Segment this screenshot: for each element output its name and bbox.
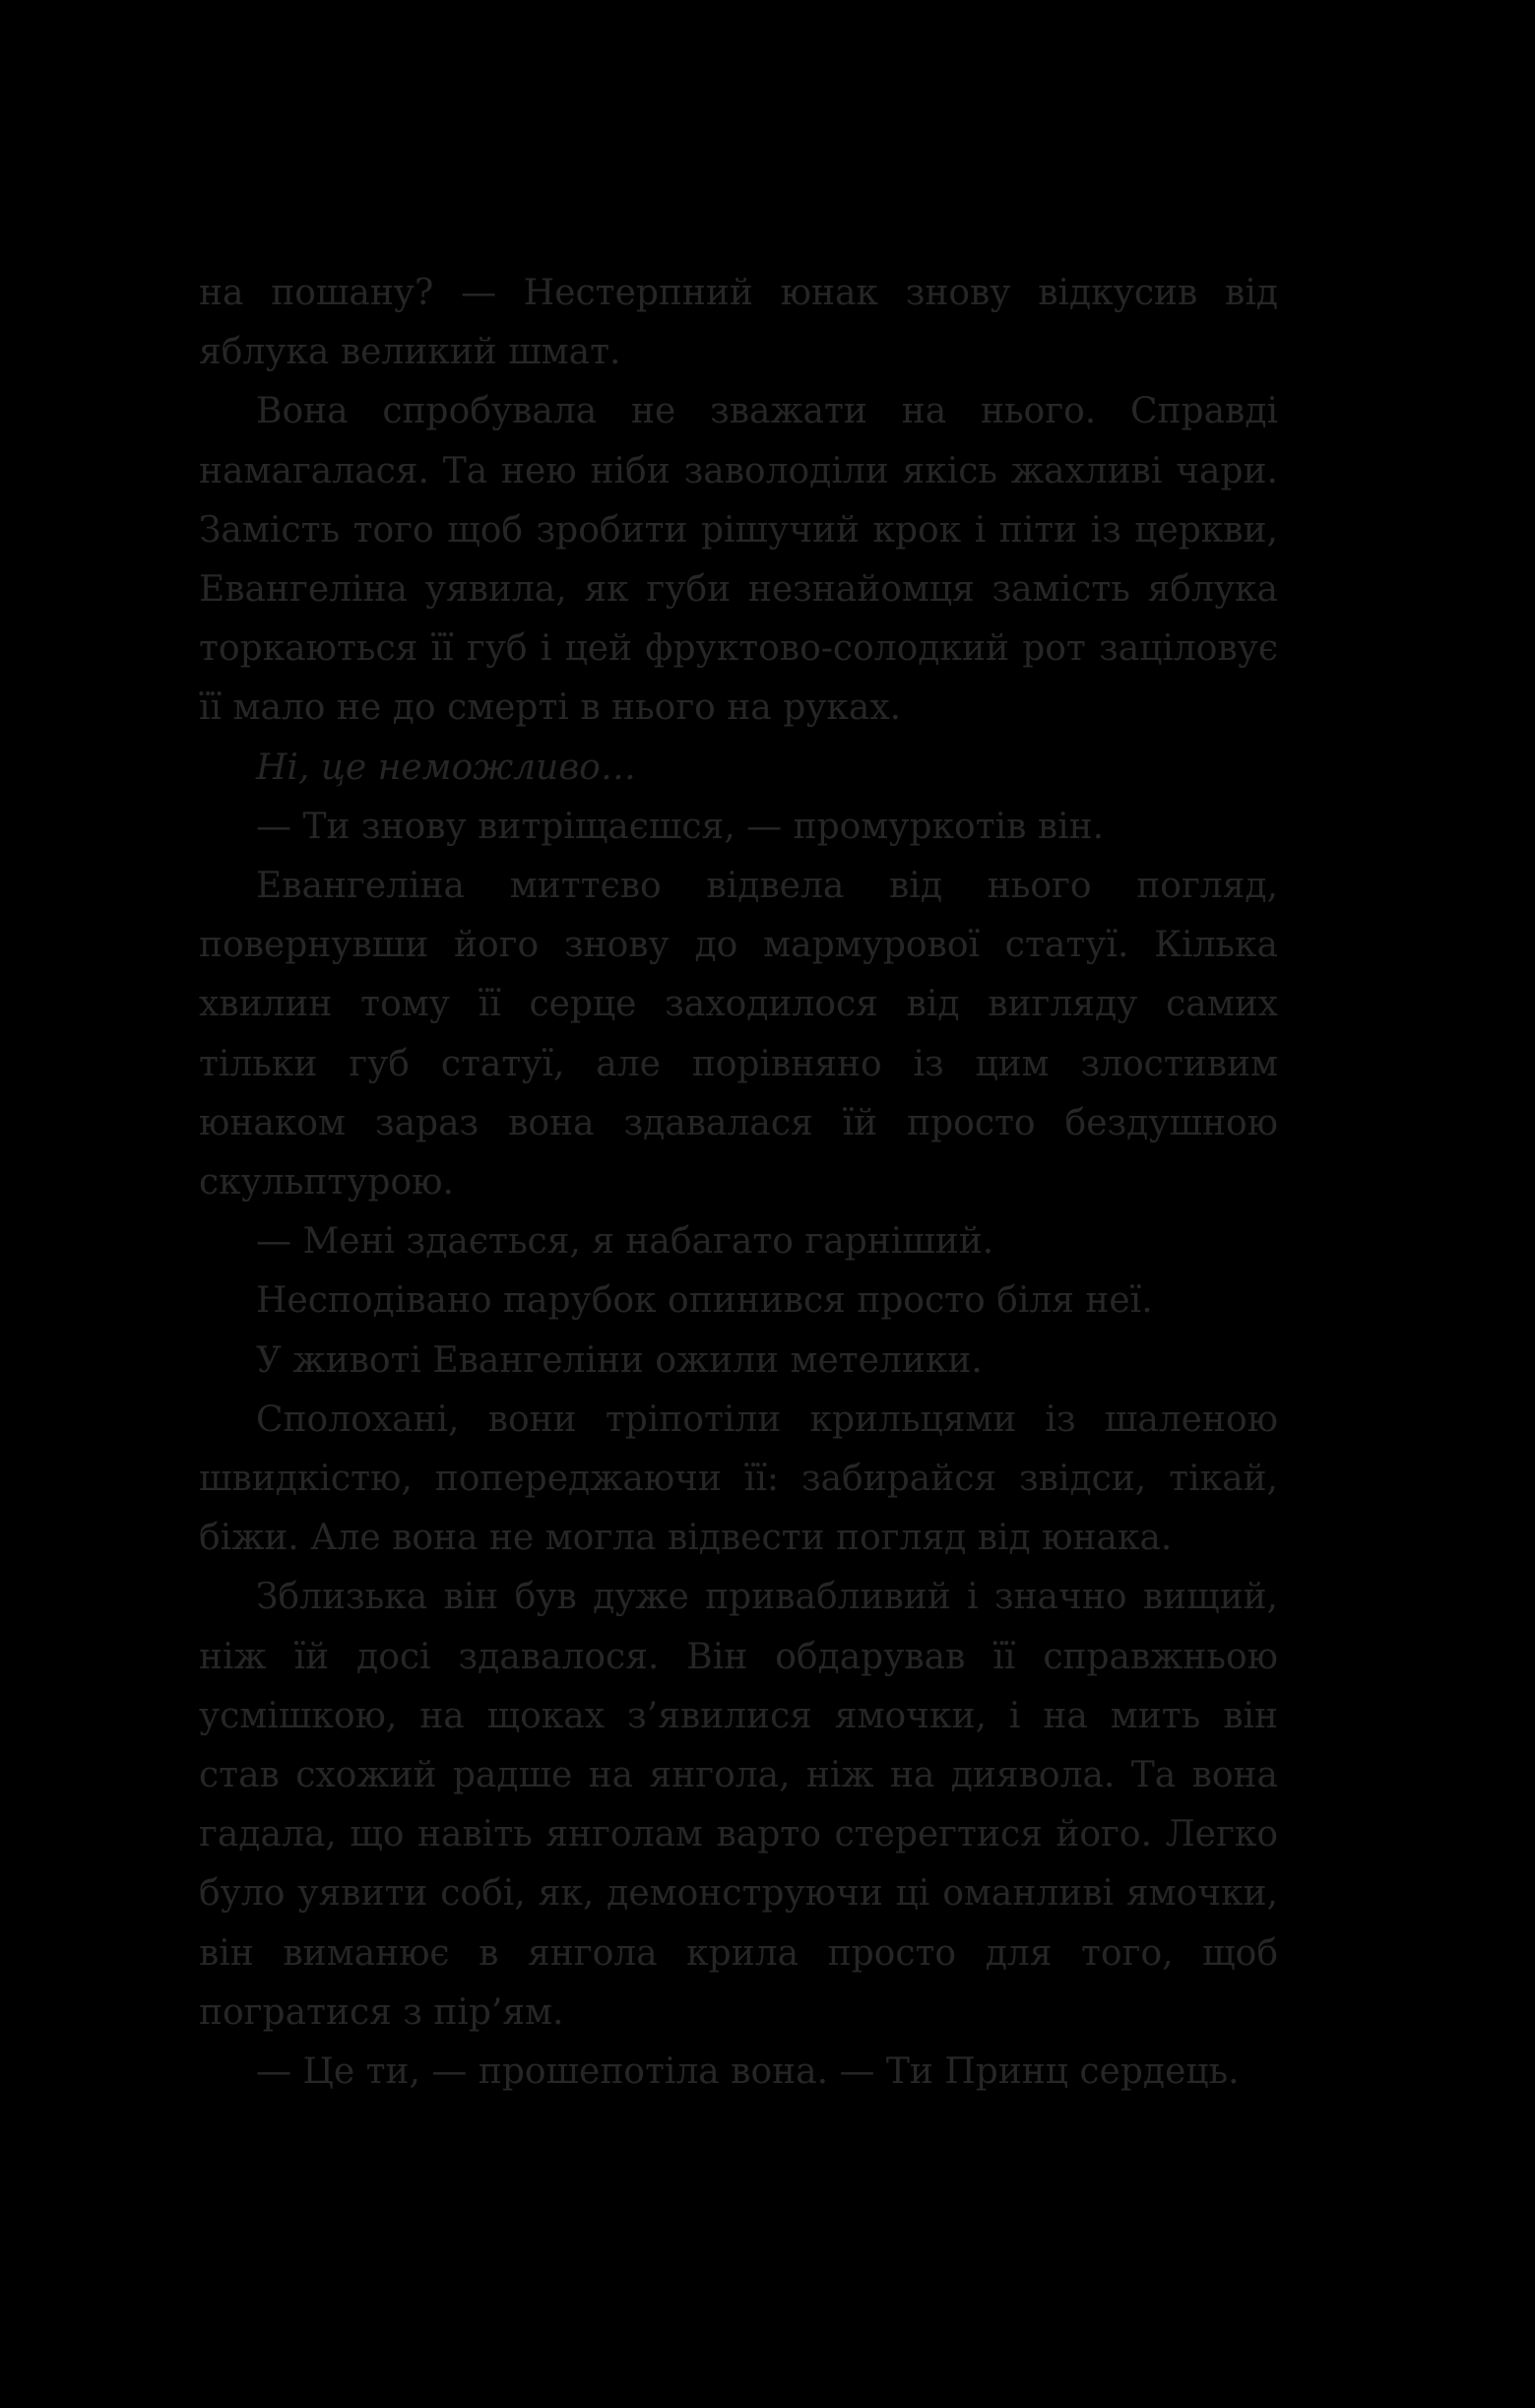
paragraph-11-dialogue: — Це ти, — прошепотіла вона. — Ти Принц сердець. [256, 2051, 1240, 2093]
paragraph-5: Евангеліна миттєво відвела від нього погляд, повернувши його знову до мармурової статуї. Кілька хвилин тому її серце заходилося від вигляду самих тільки губ статуї, але порівняно із цим злостивим юнаком зараз вона здавалася їй просто бездушною скульптурою. [199, 866, 1278, 1204]
paragraph-7: Несподівано парубок опинився просто біля неї. [256, 1280, 1153, 1322]
paragraph-10: Зблизька він був дуже привабливий і значно вищий, ніж їй досі здавалося. Він обдарував її справжньою усмішкою, на щоках з’явилися ямочки, і на мить він став схожий радше на янгола, ніж на диявола. Та вона гадала, що навіть янголам варто стерегтися його. Легко було уявити собі, як, демонструючи ці оманливі ямочки, він виманює в янгола крила просто для того, щоб погратися з пір’ям. [199, 1577, 1278, 2033]
paragraph-2: Вона спробувала не зважати на нього. Справді намагалася. Та нею ніби заволоділи якісь жахливі чари. Замість того щоб зробити рішучий крок і піти із церкви, Евангеліна уявила, як губи незнайомця замість яблука торкаються її губ і цей фруктово-солодкий рот заціловує її мало не до смерті в нього на руках. [199, 391, 1278, 729]
text-body [199, 264, 1278, 2102]
paragraph-3-italic: Ні, це неможливо… [256, 747, 636, 788]
paragraph-8: У животі Евангеліни ожили метелики. [256, 1339, 983, 1381]
paragraph-1: на пошану? — Нестерпний юнак знову відкусив від яблука великий шмат. [199, 273, 1278, 373]
paragraph-4-dialogue: — Ти знову витріщаєшся, — промуркотів він. [256, 806, 1105, 847]
paragraph-6-dialogue: — Мені здається, я набагато гарніший. [256, 1221, 994, 1263]
paragraph-9: Сполохані, вони тріпотіли крильцями із шаленою швидкістю, попереджаючи її: забирайся звідси, тікай, біжи. Але вона не могла відвести погляд від юнака. [199, 1399, 1278, 1559]
